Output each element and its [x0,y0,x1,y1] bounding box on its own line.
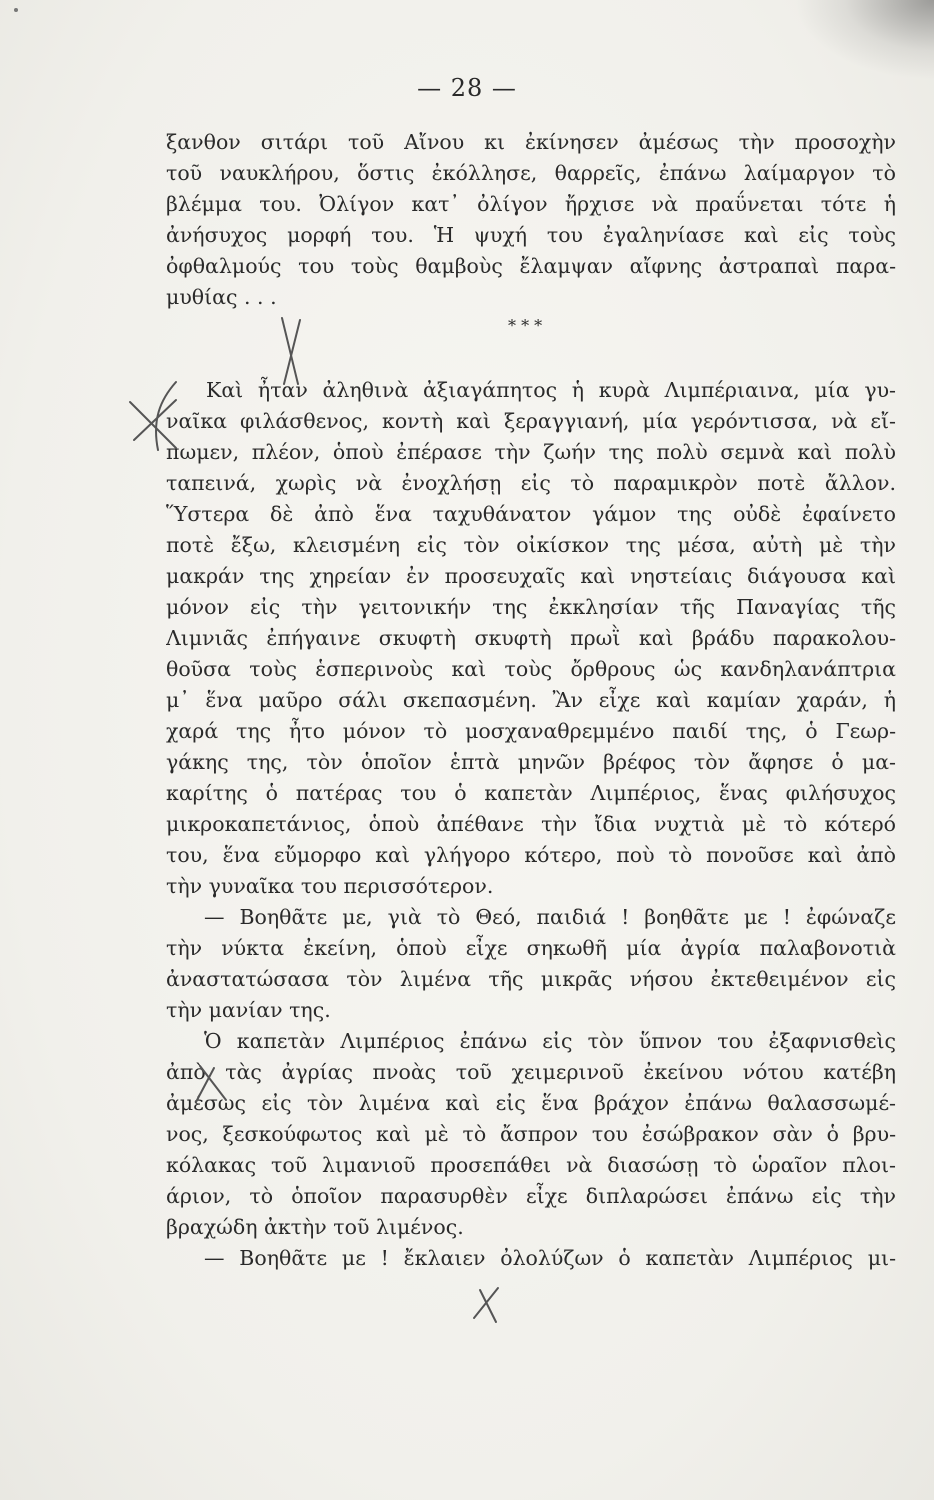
dialogue-line: — Βοηθᾶτε με, γιὰ τὸ Θεό, παιδιά ! βοηθᾶτε με ! ἐφώναζε [204,905,896,929]
text-line: μόνον εἰς τὴν γειτονικήν της ἐκκλησίαν τῆς Παναγίας τῆς [166,595,896,619]
text-line: Ὕστερα δὲ ἀπὸ ἕνα ταχυθάνατον γάμον της οὐδὲ ἐφαίνετο [166,502,896,526]
scan-speck [14,8,18,12]
page-number: — 28 — [417,74,517,102]
text-line: άριον, τὸ ὁποῖον παρασυρθὲν εἶχε διπλαρώσει ἐπάνω εἰς τὴν [166,1184,896,1208]
text-line: γάκης της, τὸν ὁποῖον ἑπτὰ μηνῶν βρέφος τὸν ἄφησε ὁ μα- [166,750,896,774]
text-line: ἀπὸ τὰς ἀγρίας πνοὰς τοῦ χειμερινοῦ ἐκείνου νότου κατέβη [166,1060,896,1084]
text-line: Λιμνιᾶς ἐπήγαινε σκυφτὴ σκυφτὴ πρωῒ καὶ βράδυ παρακολου- [166,626,896,650]
text-line: τὴν γυναῖκα του περισσότερον. [166,874,494,898]
text-line: τὴν μανίαν της. [166,998,331,1022]
section-asterism [166,313,896,375]
dialogue-line: — Βοηθᾶτε με ! ἔκλαιεν ὀλολύζων ὁ καπετὰν Λιμπέριος μι- [204,1246,896,1270]
asterism-glyph: * * * [508,316,543,335]
text-line: ξανθον σιτάρι τοῦ Αἴνου κι ἐκίνησεν ἀμέσως τὴν προσοχὴν [166,130,896,154]
pencil-x-mark [474,1288,498,1318]
text-line: κόλακας τοῦ λιμανιοῦ προσεπάθει νὰ διασώσῃ τὸ ὡραῖον πλοι- [166,1153,896,1177]
pencil-x-mark [480,1290,496,1322]
text-line: μυθίας . . . [166,285,277,309]
text-line: ὀφθαλμούς του τοὺς θαμβοὺς ἔλαμψαν αἴφνης ἀστραπαὶ παρα- [166,254,896,278]
body-text [166,127,896,1274]
text-line: χαρά της ἦτο μόνον τὸ μοσχαναθρεμμένο παιδί της, ὁ Γεωρ- [166,719,896,743]
text-line: μακράν της χηρείαν ἐν προσευχαῖς καὶ νηστείαις διάγουσα καὶ [166,564,896,588]
text-line: μ᾽ ἕνα μαῦρο σάλι σκεπασμένη. Ἂν εἶχε καὶ καμίαν χαράν, ἡ [166,688,896,712]
paragraph-first-line: Ὁ καπετὰν Λιμπέριος ἐπάνω εἰς τὸν ὕπνον του ἐξαφνισθεὶς [204,1029,896,1053]
text-line: ταπεινά, χωρὶς νὰ ἐνοχλήσῃ εἰς τὸ παραμικρὸν ποτὲ ἄλλον. [166,471,896,495]
text-line: του, ἕνα εὔμορφο καὶ γλήγορο κότερο, ποὺ τὸ πονοῦσε καὶ ἀπὸ [166,843,896,867]
text-line: καρίτης ὁ πατέρας του ὁ καπετὰν Λιμπέριος, ἕνας φιλήσυχος [166,781,896,805]
text-line: ναῖκα φιλάσθενος, κοντὴ καὶ ξεραγγιανή, μία γερόντισσα, νὰ εἴ- [166,409,896,433]
text-line: πωμεν, πλέον, ὁποὺ ἐπέρασε τὴν ζωήν της πολὺ σεμνὰ καὶ πολὺ [166,440,896,464]
text-line: ἀναστατώσασα τὸν λιμένα τῆς μικρᾶς νήσου ἐκτεθειμένον εἰς [166,967,896,991]
text-line: ἀνήσυχος μορφή του. Ἡ ψυχή του ἐγαληνίασε καὶ εἰς τοὺς [166,223,896,247]
text-line: τοῦ ναυκλήρου, ὅστις ἐκόλλησε, θαρρεῖς, ἐπάνω λαίμαργον τὸ [166,161,896,185]
text-line: ποτὲ ἔξω, κλεισμένη εἰς τὸν οἰκίσκον της μέσα, αὐτὴ μὲ τὴν [166,533,896,557]
paragraph-first-line: Καὶ ἦταν ἀληθινὰ ἀξιαγάπητος ἡ κυρὰ Λιμπέριαινα, μία γυ- [206,378,896,402]
text-line: τὴν νύκτα ἐκείνη, ὁποὺ εἶχε σηκωθῆ μία ἀγρία παλαβονοτιὰ [166,936,896,960]
text-line: μικροκαπετάνιος, ὁποὺ ἀπέθανε τὴν ἴδια νυχτιὰ μὲ τὸ κότερό [166,812,896,836]
text-line: ἀμέσως εἰς τὸν λιμένα καὶ εἰς ἕνα βράχον ἐπάνω θαλασσωμέ- [166,1091,896,1115]
text-line: θοῦσα τοὺς ἑσπερινοὺς καὶ τοὺς ὄρθρους ὡς κανδηλανάπτρια [166,657,896,681]
text-line: βλέμμα του. Ὀλίγον κατ᾽ ὀλίγον ἤρχισε νὰ πραΰνεται τότε ἡ [166,192,896,216]
text-line: νος, ξεσκούφωτος καὶ μὲ τὸ ἄσπρον του ἐσώβρακον σὰν ὁ βρυ- [166,1122,896,1146]
page-corner-shadow [794,0,934,80]
text-line: βραχώδη ἀκτὴν τοῦ λιμένος. [166,1215,464,1239]
